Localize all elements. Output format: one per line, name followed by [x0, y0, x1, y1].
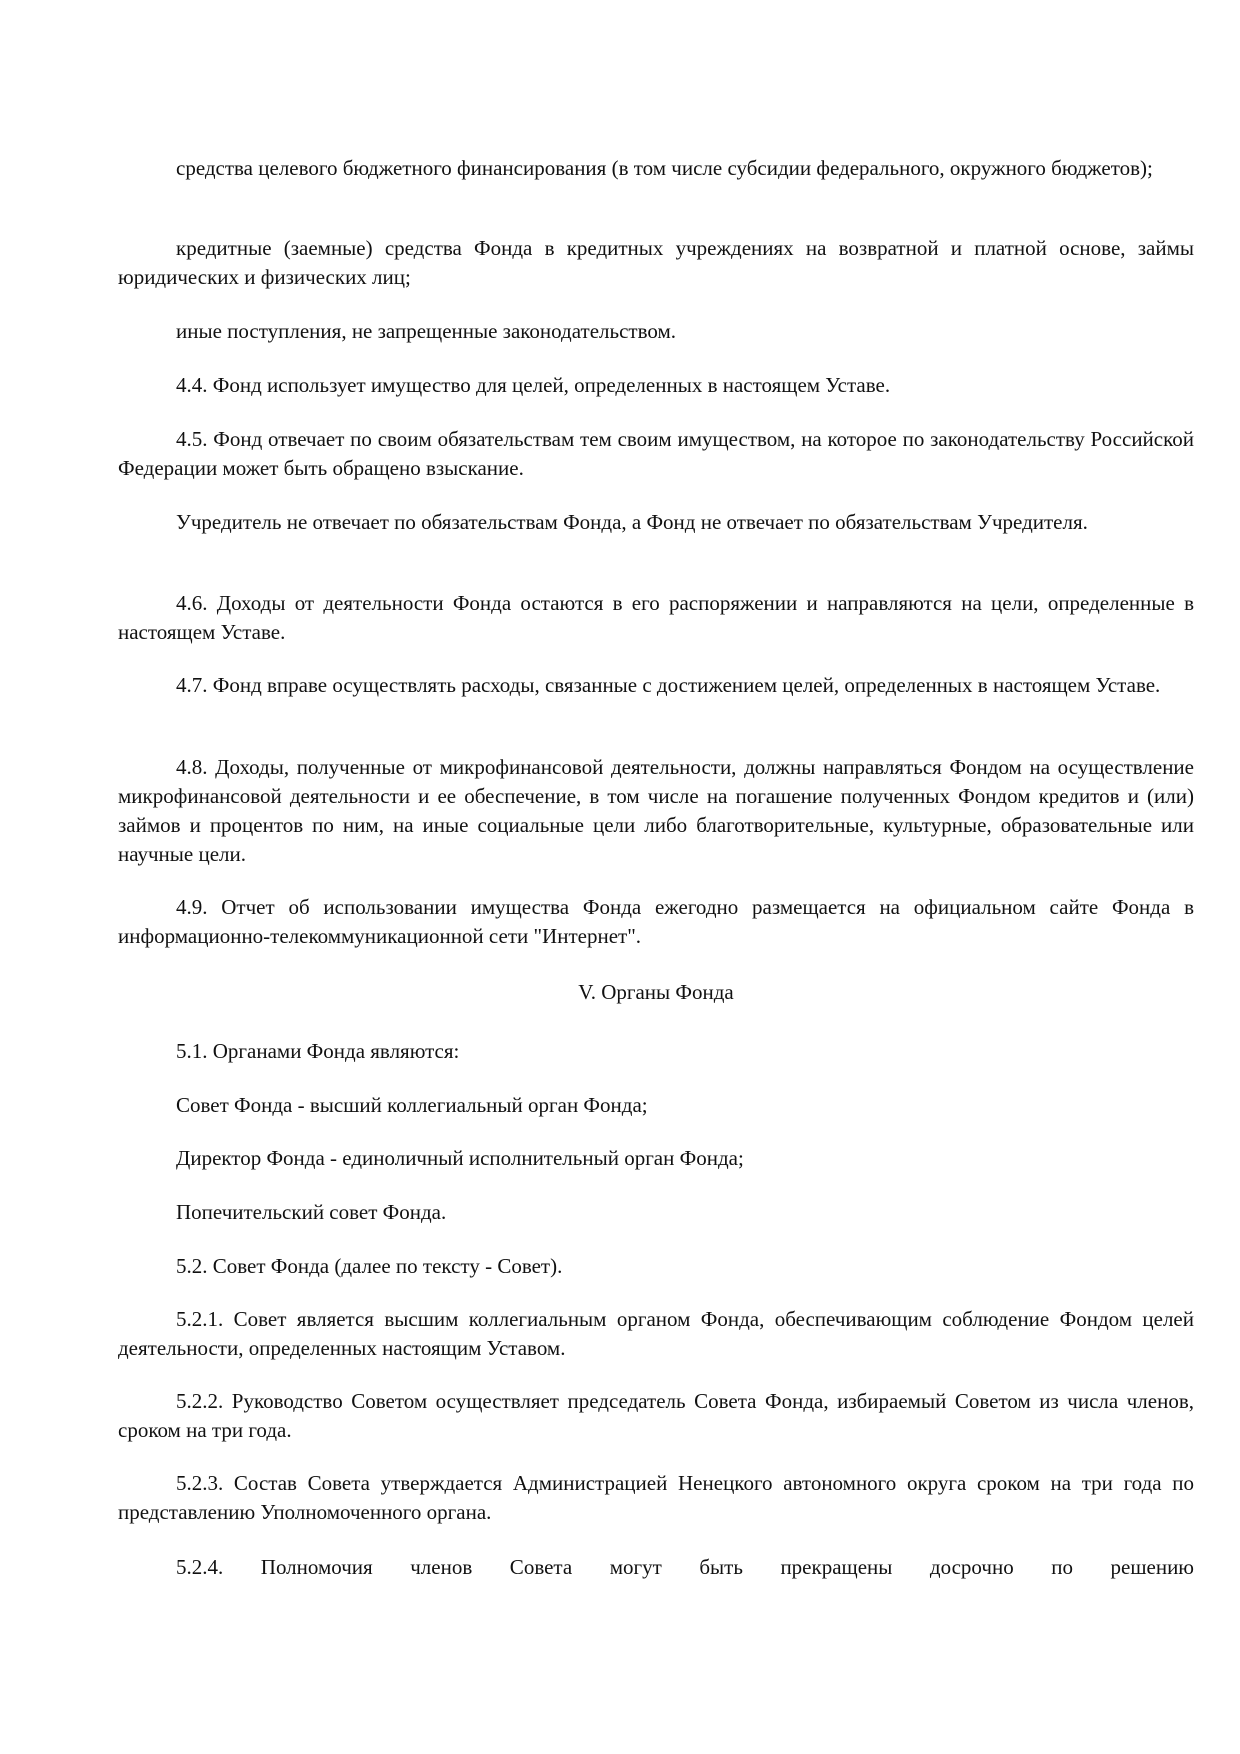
paragraph-other-income: иные поступления, не запрещенные законодательством.: [176, 319, 676, 343]
list-item-council: Совет Фонда - высший коллегиальный орган Фонда;: [176, 1093, 648, 1117]
paragraph-founder-liability: Учредитель не отвечает по обязательствам Фонда, а Фонд не отвечает по обязательствам Учредителя.: [176, 510, 1088, 534]
clause-5-2-2: 5.2.2. Руководство Советом осуществляет председатель Совета Фонда, избираемый Советом из числа членов, сроком на три года.: [118, 1389, 1194, 1442]
clause-4-4: 4.4. Фонд использует имущество для целей, определенных в настоящем Уставе.: [176, 373, 891, 397]
clause-4-5: 4.5. Фонд отвечает по своим обязательствам тем своим имуществом, на которое по законодательству Российской Федерации может быть обращено взыскание.: [118, 427, 1194, 480]
clause-5-2: 5.2. Совет Фонда (далее по тексту - Совет).: [176, 1254, 563, 1278]
clause-5-2-1: 5.2.1. Совет является высшим коллегиальным органом Фонда, обеспечивающим соблюдение Фондом целей деятельности, определенных настоящим Уставом.: [118, 1307, 1194, 1360]
paragraph-budget-funding: средства целевого бюджетного финансирования (в том числе субсидии федерального, окружного бюджетов);: [176, 156, 1153, 180]
clause-4-6: 4.6. Доходы от деятельности Фонда остаются в его распоряжении и направляются на цели, определенные в настоящем Уставе.: [118, 591, 1194, 644]
section-heading: V. Органы Фонда: [578, 980, 734, 1004]
clause-5-2-4: 5.2.4. Полномочия членов Совета могут быть прекращены досрочно по решению: [176, 1555, 1194, 1579]
list-item-trustees: Попечительский совет Фонда.: [176, 1200, 447, 1224]
clause-5-2-3: 5.2.3. Состав Совета утверждается Администрацией Ненецкого автономного округа сроком на три года по представлению Уполномоченного органа.: [118, 1471, 1194, 1524]
clause-4-9: 4.9. Отчет об использовании имущества Фонда ежегодно размещается на официальном сайте Фонда в информационно-телекоммуникационной сети "Интернет".: [118, 895, 1194, 948]
paragraph-credit-funds: кредитные (заемные) средства Фонда в кредитных учреждениях на возвратной и платной основе, займы юридических и физических лиц;: [118, 236, 1194, 289]
list-item-director: Директор Фонда - единоличный исполнительный орган Фонда;: [176, 1146, 744, 1170]
clause-4-8: 4.8. Доходы, полученные от микрофинансовой деятельности, должны направляться Фондом на осуществление микрофинансовой деятельности и ее обеспечение, в том числе на погашение полученных Фондом кредитов и (или) займов и процентов по ним, на иные социальные цели либо благотворительные, культурные, образовательные или научные цели.: [118, 755, 1194, 866]
clause-4-7: 4.7. Фонд вправе осуществлять расходы, связанные с достижением целей, определенных в настоящем Уставе.: [176, 673, 1161, 697]
clause-5-1: 5.1. Органами Фонда являются:: [176, 1039, 460, 1063]
